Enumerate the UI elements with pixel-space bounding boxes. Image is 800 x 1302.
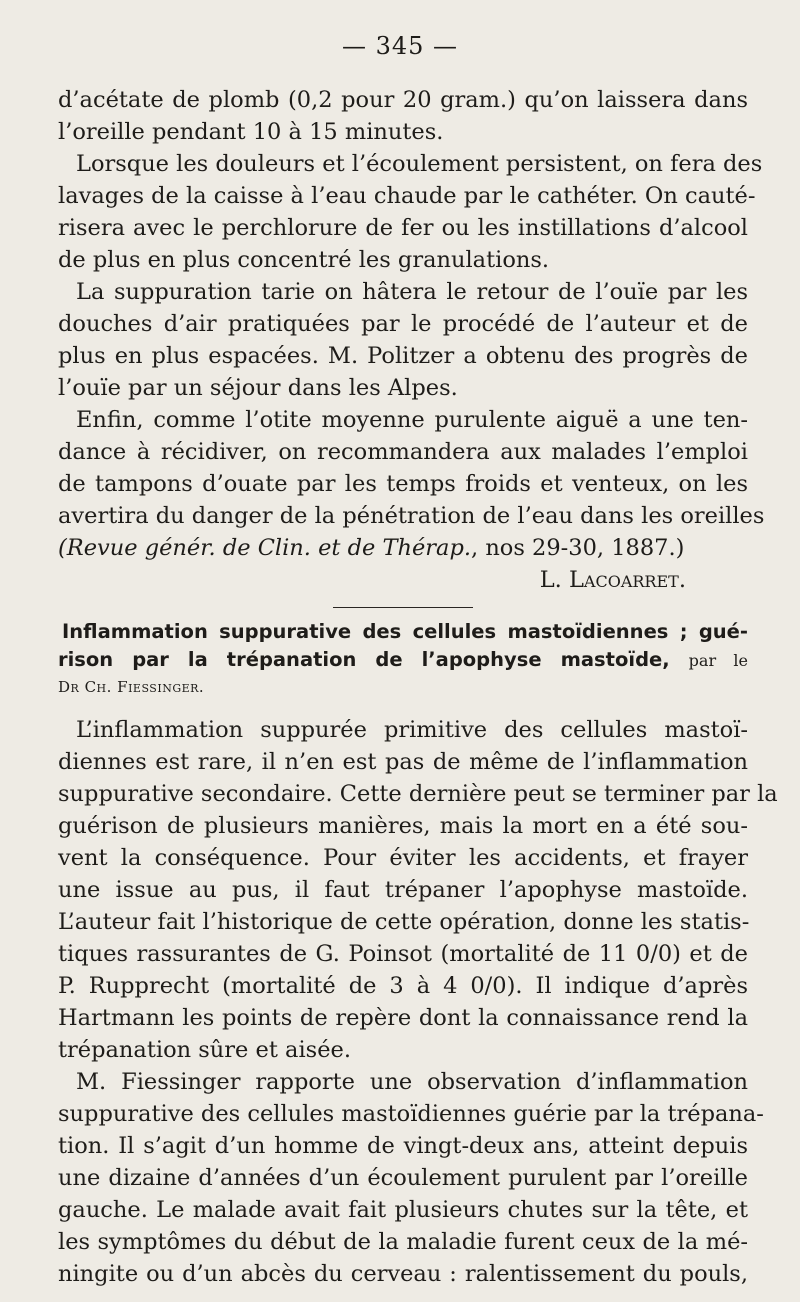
author-signature: L. Lacoarret. (539, 567, 686, 593)
heading-line (58, 646, 748, 674)
text-line: suppurative des cellules mastoïdiennes guérie par la trépana- (58, 1101, 764, 1127)
text-line: tiques rassurantes de G. Poinsot (mortalité de 11 0/0) et de (58, 941, 748, 967)
text-line: M. Fiessinger rapporte une observation d’inflammation (76, 1069, 748, 1095)
article-heading (58, 618, 748, 700)
text-line: tion. Il s’agit d’un homme de vingt-deux ans, atteint depuis (58, 1133, 748, 1159)
section-divider (333, 607, 473, 608)
text-line: P. Rupprecht (mortalité de 3 à 4 0/0). Il indique d’après (58, 973, 748, 999)
text-line: les symptômes du début de la maladie furent ceux de la mé- (58, 1229, 748, 1255)
paragraph (58, 1066, 764, 1290)
text-line: plus en plus espacées. M. Politzer a obtenu des progrès de (58, 343, 748, 369)
text-line: Enfin, comme l’otite moyenne purulente aiguë a une ten- (76, 407, 748, 433)
heading-text: Inflammation suppurative des cellules mastoïdiennes ; gué- (62, 620, 748, 643)
text-line: trépanation sûre et aisée. (58, 1037, 351, 1063)
paragraph (58, 714, 778, 1066)
text-line: de plus en plus concentré les granulations. (58, 247, 550, 273)
journal-title: (Revue génér. de Clin. et de Thérap. (58, 535, 472, 561)
article-byline: Dr Ch. Fiessinger. (58, 678, 205, 696)
paragraph (58, 276, 748, 404)
text-line: de tampons d’ouate par les temps froids et venteux, on les (58, 471, 748, 497)
paragraph (58, 84, 748, 148)
text-line: Hartmann les points de repère dont la connaissance rend la (58, 1005, 748, 1031)
text-line: vent la conséquence. Pour éviter les accidents, et frayer (58, 845, 748, 871)
spacer (58, 700, 748, 714)
citation-details: , nos 29-30, 1887.) (471, 535, 685, 561)
text-line: risera avec le perchlorure de fer ou les instillations d’alcool (58, 215, 748, 241)
text-line: guérison de plusieurs manières, mais la mort en a été sou- (58, 813, 748, 839)
text-line: L’auteur fait l’historique de cette opération, donne les statis- (58, 909, 750, 935)
text-line: La suppuration tarie on hâtera le retour de l’ouïe par les (76, 279, 748, 305)
text-line: l’oreille pendant 10 à 15 minutes. (58, 119, 444, 145)
text-line: une dizaine d’années d’un écoulement purulent par l’oreille (58, 1165, 748, 1191)
heading-text: rison par la trépanation de l’apophyse mastoïde, (58, 648, 670, 671)
text-line: douches d’air pratiquées par le procédé de l’auteur et de (58, 311, 748, 337)
page-number: — 345 — (341, 32, 459, 60)
text-line: gauche. Le malade avait fait plusieurs chutes sur la tête, et (58, 1197, 748, 1223)
text-line: une issue au pus, il faut trépaner l’apophyse mastoïde. (58, 877, 748, 903)
byline-prefix: par le (688, 651, 748, 670)
text-line: l’ouïe par un séjour dans les Alpes. (58, 375, 458, 401)
text-line: L’inflammation suppurée primitive des cellules mastoï- (76, 717, 748, 743)
text-line: diennes est rare, il n’en est pas de même de l’inflammation (58, 749, 748, 775)
text-line: Lorsque les douleurs et l’écoulement persistent, on fera des (76, 151, 763, 177)
text-line: avertira du danger de la pénétration de l’eau dans les oreilles (58, 503, 765, 529)
text-line: dance à récidiver, on recommandera aux malades l’emploi (58, 439, 748, 465)
citation (58, 532, 748, 564)
text-column (58, 84, 778, 1290)
heading-line (58, 618, 748, 646)
text-line: d’acétate de plomb (0,2 pour 20 gram.) qu’on laissera dans (58, 87, 748, 113)
text-line: ningite ou d’un abcès du cerveau : ralentissement du pouls, (58, 1261, 748, 1287)
text-line: lavages de la caisse à l’eau chaude par le cathéter. On cauté- (58, 183, 756, 209)
paragraph (58, 148, 763, 276)
paragraph (58, 404, 765, 532)
text-line: suppurative secondaire. Cette dernière peut se terminer par la (58, 781, 778, 807)
